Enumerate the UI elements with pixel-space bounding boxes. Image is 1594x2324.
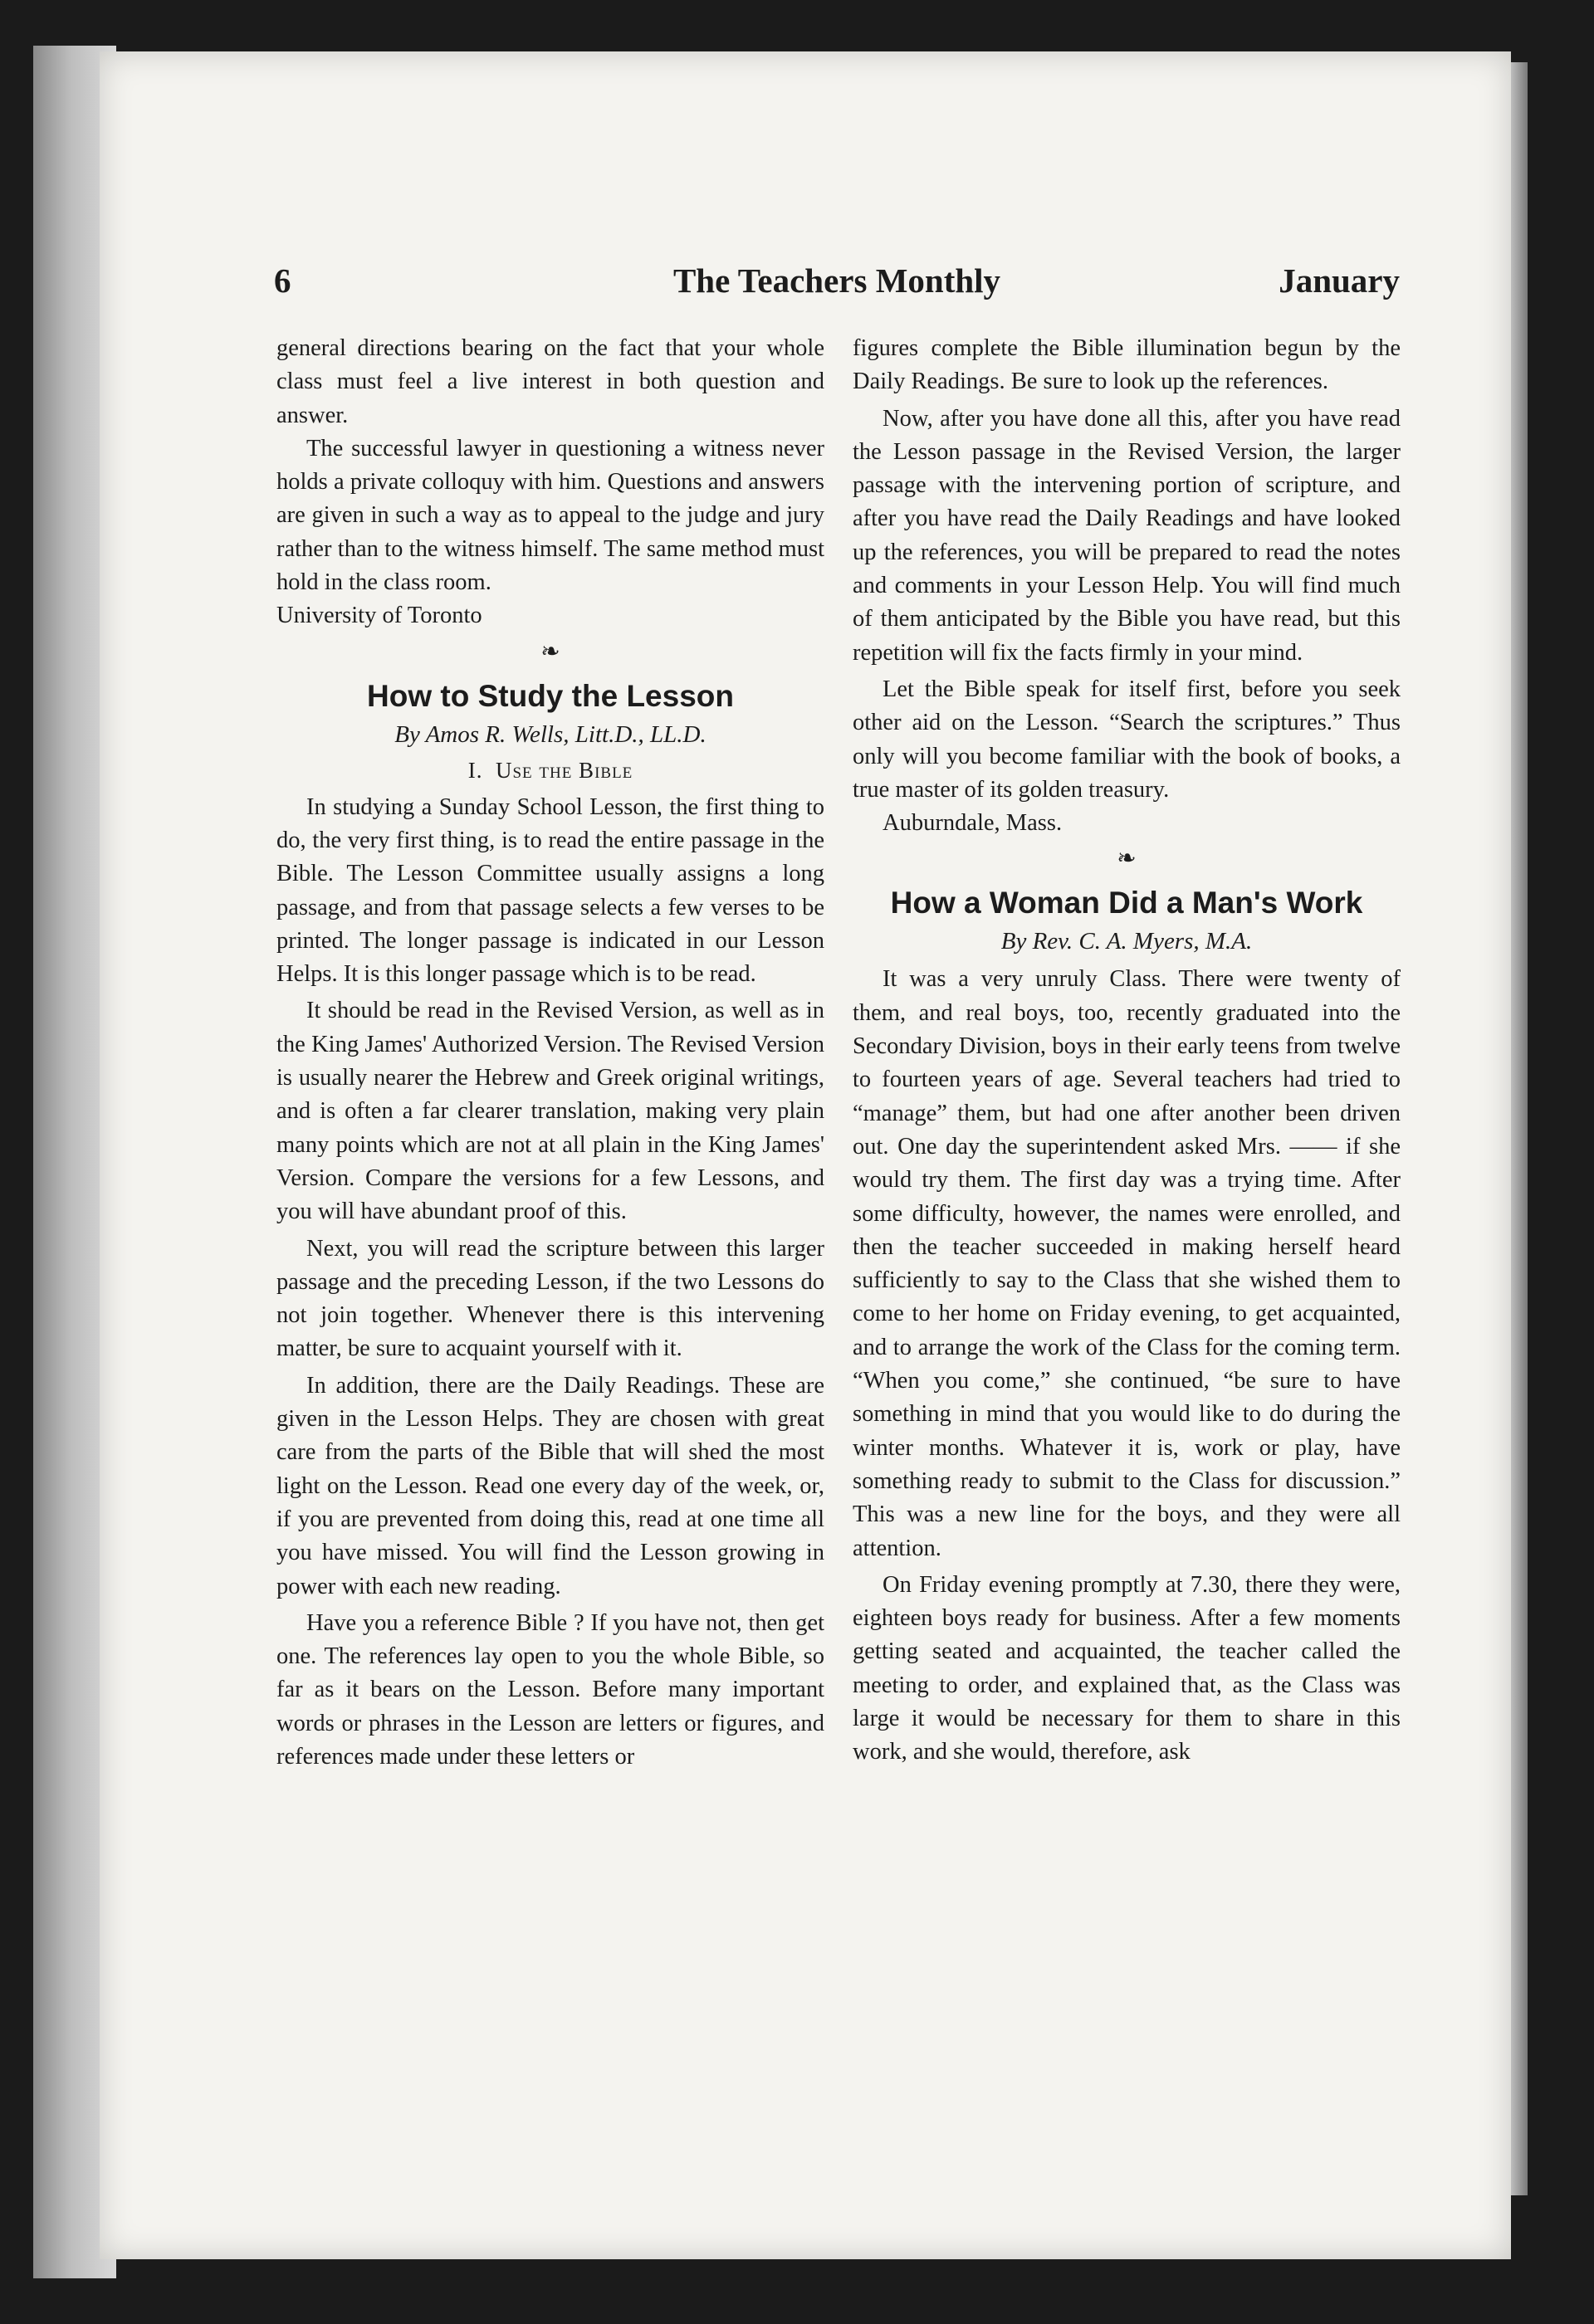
paragraph: On Friday evening promptly at 7.30, there they were, eighteen boys ready for business. After a few moments getting seated and acquainted, the teacher called the meeting to order, and explained that, as the Class was large it would be necessary for them to share in this work, and she would, therefore, ask <box>853 1571 1401 1765</box>
paragraph: Next, you will read the scripture between this larger passage and the preceding Lesson, if the two Lessons do not join together. Whenever there is this intervening matter, be sure to acquaint yourself with it. <box>276 1235 824 1362</box>
paragraph: Have you a reference Bible ? If you have not, then get one. The references lay open to you the whole Bible, so far as it bears on the Lesson. Before many important words or phrases in the Lesson are letters or figures, and references made under these letters or <box>276 1609 824 1770</box>
fleuron-ornament-icon: ❧ <box>1117 846 1137 872</box>
fleuron-ornament-icon: ❧ <box>540 638 560 665</box>
article-byline: By Rev. C. A. Myers, M.A. <box>1000 928 1253 955</box>
running-head <box>274 256 1400 305</box>
section-heading <box>276 753 824 788</box>
article-title: How a Woman Did a Man's Work <box>890 886 1363 920</box>
paragraph: In addition, there are the Daily Readings. These are given in the Lesson Helps. They are chosen with great care from the parts of the Bible that will shed the most light on the Lesson. Read one every day of the week, or, if you are prevented from doing this, read at one time all you have missed. You will find the Lesson growing in power with each new reading. <box>276 1372 824 1599</box>
scan-right-edge <box>1511 62 1528 2195</box>
section-title: Use the Bible <box>495 757 633 783</box>
left-column <box>276 332 824 1774</box>
page-number: 6 <box>274 261 291 300</box>
paragraph: general directions bearing on the fact that your whole class must feel a live interest in both question and answer. <box>276 335 824 428</box>
author-location: Auburndale, Mass. <box>883 810 1063 837</box>
right-column <box>853 332 1401 1770</box>
section-number: I. <box>467 757 483 783</box>
article-byline: By Amos R. Wells, Litt.D., LL.D. <box>394 720 707 748</box>
paragraph: In studying a Sunday School Lesson, the first thing to do, the very first thing, is to read the entire passage in the Bible. The Lesson Committee usually assigns a long passage, and from that passage selects a few verses to be printed. The longer passage is indicated in our Lesson Helps. It is this longer passage which is to be read. <box>276 793 824 988</box>
journal-title: The Teachers Monthly <box>672 261 1001 300</box>
issue-month: January <box>1279 261 1400 300</box>
paragraph: Let the Bible speak for itself first, before you seek other aid on the Lesson. “Search the scriptures.” Thus only will you become familiar with the book of books, a true master of its golden treasury. <box>853 676 1401 803</box>
paragraph: The successful lawyer in questioning a witness never holds a private colloquy with him. Questions and answers are given in such a way as to appeal to the judge and jury rather than to the witness himself. The same method must hold in the class room. <box>276 435 824 596</box>
paragraph: figures complete the Bible illumination begun by the Daily Readings. Be sure to look up the references. <box>853 335 1401 395</box>
paragraph: It should be read in the Revised Version, as well as in the King James' Authorized Version. The Revised Version is usually nearer the Hebrew and Greek original writings, and is often a far clearer translation, making very plain many points which are not at all plain in the King James' Version. Compare the versions for a few Lessons, and you will have abundant proof of this. <box>276 998 824 1225</box>
author-affiliation: University of Toronto <box>276 603 482 629</box>
article-title: How to Study the Lesson <box>367 678 734 713</box>
paragraph: Now, after you have done all this, after you have read the Lesson passage in the Revised Version, the larger passage with the intervening portion of scripture, and after you have read the Daily Readings and have looked up the references, you will be prepared to read the notes and comments in your Lesson Help. You will find much of them anticipated by the Bible you have read, but this repetition will fix the facts firmly in your mind. <box>853 405 1401 666</box>
paragraph: It was a very unruly Class. There were twenty of them, and real boys, too, recently graduated into the Secondary Division, boys in their early teens from twelve to fourteen years of age. Several teachers had tried to “manage” them, but had one after another been driven out. One day the superintendent asked Mrs. —— if she would try them. The first day was a trying time. After some difficulty, however, the names were enrolled, and then the teacher succeeded in making herself heard sufficiently to say to the Class that she wished them to come to her home on Friday evening, to get acquainted, and to arrange the work of the Class for the coming term. “When you come,” she continued, “be sure to have something in mind that you would like to do during the winter months. Whatever it is, work or play, have something ready to submit to the Class for discussion.” This was a new line for the boys, and they were all attention. <box>853 966 1401 1561</box>
